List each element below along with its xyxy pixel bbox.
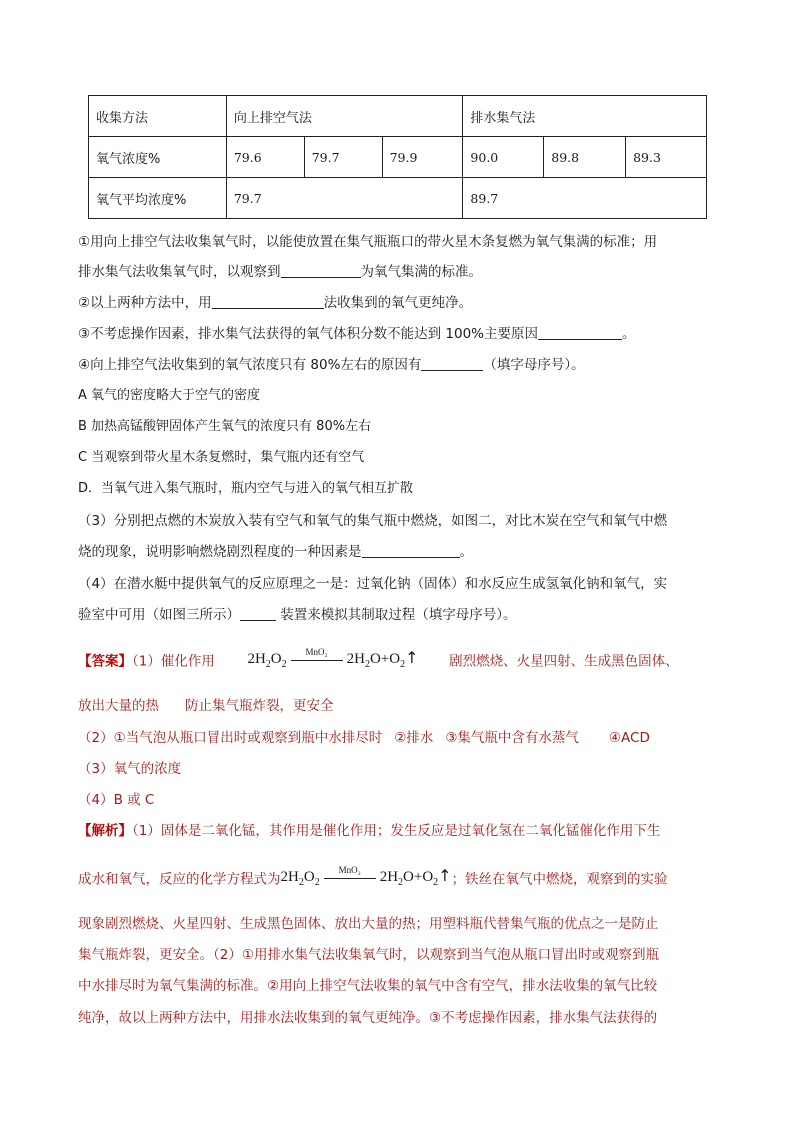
option-b: B 加热高锰酸钾固体产生氧气的浓度只有 80%左右 [78, 419, 372, 434]
analysis-line: 纯净，故以上两种方法中，用排水法收集到的氧气更纯净。③不考虑操作因素，排水集气法获得的 [78, 1010, 658, 1026]
question-text: 装置来模拟其制取过程（填字母序号）。 [280, 607, 517, 623]
table-header-row [89, 96, 707, 137]
table-row [89, 137, 707, 178]
analysis-line: 集气瓶炸裂，更安全。（2）①用排水集气法收集氧气时，以观察到当气泡从瓶口冒出时或观察到瓶 [78, 947, 659, 963]
answer-tag: 【答案】 [78, 653, 132, 670]
analysis-line [78, 821, 660, 841]
option-c: C 当观察到带火星木条复燃时，集气瓶内还有空气 [78, 450, 365, 465]
answer-blank[interactable] [421, 356, 483, 371]
question-text: 。 [622, 326, 636, 342]
table-cell: 90.0 [463, 137, 544, 178]
catalyst-label: MnO₂ [338, 864, 361, 875]
question-text: ③不考虑操作因素，排水集气法获得的氧气体积分数不能达到 100%主要原因 [78, 326, 538, 342]
option-a: A 氧气的密度略大于空气的密度 [78, 388, 261, 403]
question-text [78, 355, 585, 375]
answer-text: 放出大量的热 [78, 698, 159, 714]
answer-blank[interactable] [281, 263, 361, 278]
table-cell: 89.8 [544, 137, 626, 178]
catalyst-condition [322, 864, 378, 889]
analysis-tag: 【解析】 [78, 823, 132, 839]
question-text: ②以上两种方法中，用 [78, 295, 212, 311]
table-cell: 89.3 [626, 137, 707, 178]
question-text [78, 542, 473, 562]
table-cell: 排水集气法 [463, 96, 707, 137]
question-text [78, 293, 472, 313]
table-cell: 氧气浓度% [89, 137, 227, 178]
question-text: ①用向上排空气法收集氧气时，以能使放置在集气瓶瓶口的带火星木条复燃为氧气集满的标准；用 [78, 234, 658, 250]
catalyst-label: MnO₂ [305, 646, 328, 657]
analysis-text: 成水和氧气，反应的化学方程式为 [78, 871, 281, 888]
analysis-line: 中水排尽时为氧气集满的标准。②用向上排空气法收集的氧气中含有空气，排水法收集的氧气比较 [78, 978, 658, 994]
up-arrow-icon: ↑ [438, 866, 452, 885]
answer-line [78, 696, 334, 716]
answer-blank[interactable] [362, 543, 460, 558]
question-text: （3）分别把点燃的木炭放入装有空气和氧气的集气瓶中燃烧，如图二，对比木炭在空气和氧气中燃 [78, 513, 668, 529]
answer-text: 防止集气瓶炸裂，更安全 [185, 698, 334, 714]
answer-text: ③集气瓶中含有水蒸气 [445, 730, 579, 746]
chemical-equation: $2H_2O_2$ MnO₂ $2H_2O+O_2↑$ [247, 648, 418, 675]
reaction-bar [324, 878, 376, 879]
question-text: 验室中可用（如图三所示） [78, 607, 240, 623]
table-cell: 79.7 [226, 178, 463, 219]
question-text: 烧的现象，说明影响燃烧剧烈程度的一种因素是 [78, 544, 362, 560]
catalyst-condition [289, 646, 345, 671]
question-text: （4）在潜水艇中提供氧气的反应原理之一是：过氧化钠（固体）和水反应生成氢氧化钠和氧气，实 [78, 576, 668, 592]
table-cell: 收集方法 [89, 96, 227, 137]
answer-text: （2）①当气泡从瓶口冒出时或观察到瓶中水排尽时 [78, 730, 383, 746]
table-cell: 向上排空气法 [226, 96, 463, 137]
analysis-text: （1）固体是二氧化锰，其作用是催化作用；发生反应是过氧化氢在二氧化锰催化作用下生 [132, 823, 661, 839]
reaction-bar [291, 660, 343, 661]
answer-line [78, 648, 679, 675]
answer-text: （1）催化作用 [132, 653, 215, 670]
table-cell: 氧气平均浓度% [89, 178, 227, 219]
table-cell: 89.7 [463, 178, 707, 219]
answer-line: （4）B 或 C [78, 792, 155, 808]
table-row [89, 178, 707, 219]
question-text [78, 324, 636, 344]
option-d: D．当氧气进入集气瓶时，瓶内空气与进入的氧气相互扩散 [78, 481, 414, 496]
analysis-line: 现象剧烈燃烧、火星四射、生成黑色固体、放出大量的热；用塑料瓶代替集气瓶的优点之一是防止 [78, 916, 659, 932]
table-cell: 79.7 [304, 137, 382, 178]
question-text: ④向上排空气法收集到的氧气浓度只有 80%左右的原因有 [78, 357, 422, 373]
question-text: 排水集气法收集氧气时，以观察到 [78, 264, 281, 280]
question-text [78, 605, 517, 625]
oxygen-data-table [88, 95, 707, 219]
answer-blank[interactable] [538, 325, 622, 340]
question-text: 。 [459, 544, 473, 560]
analysis-line [78, 866, 668, 893]
question-text: （填字母序号）。 [483, 357, 585, 373]
answer-text: 剧烈燃烧、火星四射、生成黑色固体、 [449, 653, 679, 670]
table-cell: 79.6 [226, 137, 304, 178]
analysis-text: ；铁丝在氧气中燃烧，观察到的实验 [451, 871, 668, 888]
answer-blank[interactable] [240, 606, 276, 621]
answer-line [78, 728, 650, 748]
answer-blank[interactable] [212, 294, 324, 309]
answer-text: ④ACD [608, 730, 650, 746]
question-text: 为氧气集满的标准。 [360, 264, 482, 280]
question-text [78, 262, 482, 282]
answer-line: （3）氧气的浓度 [78, 761, 182, 777]
table-cell: 79.9 [382, 137, 463, 178]
up-arrow-icon: ↑ [405, 648, 419, 667]
chemical-equation: $2H_2O_2$ MnO₂ $2H_2O+O_2↑$ [281, 866, 452, 893]
answer-text: ②排水 [394, 730, 434, 746]
question-text: 法收集到的氧气更纯净。 [323, 295, 473, 311]
